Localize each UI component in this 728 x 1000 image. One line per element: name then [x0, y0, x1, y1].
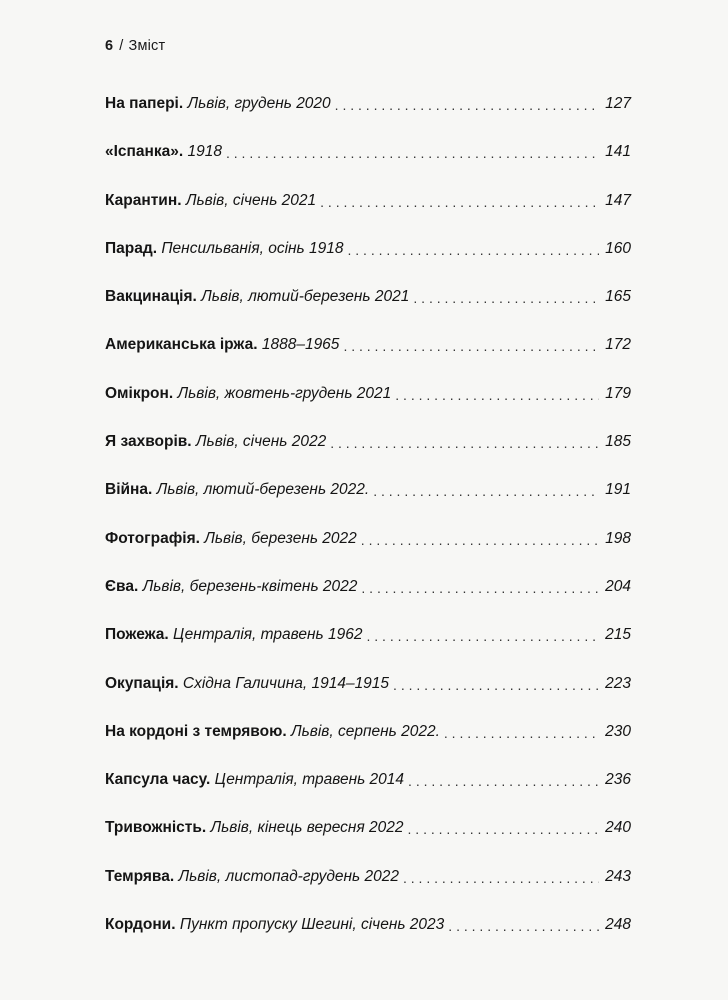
toc-entry-subtitle: Львів, лютий-березень 2021: [201, 288, 410, 306]
table-of-contents: [105, 94, 631, 963]
toc-entry-title: Пожежа: [105, 626, 165, 644]
toc-entry-subtitle: Львів, січень 2021: [185, 191, 317, 209]
toc-entry-subtitle: Львів, жовтень-грудень 2021: [177, 384, 392, 402]
toc-entry: [105, 915, 631, 963]
toc-entry-subtitle: Львів, березень 2022: [204, 529, 357, 547]
toc-entry: [105, 239, 631, 287]
toc-entry-title: Війна: [105, 481, 149, 499]
toc-entry-text: [105, 770, 408, 790]
toc-entry-title-period: .: [192, 288, 197, 306]
toc-entry-subtitle: Пенсильванія, осінь 1918: [161, 239, 344, 257]
dot-leader: [444, 722, 599, 743]
toc-entry-title-period: .: [187, 433, 192, 451]
toc-entry-title-period: .: [195, 529, 200, 547]
toc-entry-page-number: 223: [605, 674, 631, 692]
toc-entry-title: Єва: [105, 577, 134, 595]
toc-entry-text: [105, 529, 361, 549]
toc-entry-title: Парад: [105, 239, 153, 257]
toc-entry-title-period: .: [177, 191, 182, 209]
toc-entry-subtitle: Львів, серпень 2022.: [290, 722, 440, 740]
toc-entry-title: Окупація: [105, 674, 175, 692]
toc-entry-text: [105, 432, 330, 452]
toc-entry-title-period: .: [169, 867, 175, 885]
toc-entry-text: [105, 818, 408, 838]
dot-leader: [408, 770, 599, 791]
header-page-number: 6: [105, 38, 114, 54]
toc-entry-page-number: 198: [605, 529, 631, 547]
toc-entry-page-number: 172: [605, 336, 631, 354]
dot-leader: [408, 818, 599, 839]
toc-entry-title: Омікрон: [105, 384, 169, 402]
toc-entry-page-number: 191: [605, 481, 631, 499]
toc-entry-text: [105, 191, 320, 211]
toc-entry-text: [105, 384, 395, 404]
toc-entry-title-period: .: [253, 336, 258, 354]
toc-entry: [105, 818, 631, 866]
toc-entry-title: Фотографія: [105, 529, 196, 547]
toc-entry-title-period: .: [171, 916, 176, 934]
toc-entry: [105, 722, 631, 770]
toc-entry-subtitle: 1918: [187, 143, 222, 161]
toc-entry-title-period: .: [148, 481, 153, 499]
toc-entry-title-period: .: [205, 771, 211, 789]
toc-entry-subtitle: 1888–1965: [261, 336, 340, 354]
dot-leader: [226, 142, 599, 163]
toc-entry: [105, 625, 631, 673]
toc-entry-subtitle: Пункт пропуску Шегині, січень 2023: [179, 916, 445, 934]
toc-entry-subtitle: Львів, січень 2022: [195, 433, 327, 451]
toc-entry-subtitle: Львів, кінець вересня 2022: [210, 819, 404, 837]
dot-leader: [335, 94, 599, 115]
toc-entry-title: На кордоні з темрявою: [105, 722, 283, 740]
dot-leader: [448, 915, 599, 936]
toc-entry-subtitle: Львів, грудень 2020: [187, 95, 331, 112]
toc-entry-subtitle: Львів, лютий-березень 2022.: [156, 481, 370, 499]
toc-entry-page-number: 160: [605, 239, 631, 257]
dot-leader: [343, 335, 599, 356]
toc-entry: [105, 94, 631, 142]
toc-entry-page-number: 179: [605, 384, 631, 402]
toc-entry: [105, 577, 631, 625]
toc-entry-subtitle: Східна Галичина, 1914–1915: [182, 674, 390, 692]
toc-entry-title-period: .: [164, 626, 169, 644]
dot-leader: [403, 867, 599, 888]
toc-entry-title: Кордони: [105, 916, 172, 934]
toc-entry-title: На папері: [105, 95, 179, 112]
toc-entry-text: [105, 94, 335, 114]
toc-entry-page-number: 147: [605, 191, 631, 209]
toc-entry-title-period: .: [178, 95, 184, 112]
toc-entry-page-number: 141: [605, 143, 631, 161]
toc-entry-page-number: 248: [605, 916, 631, 934]
toc-entry-title-period: .: [174, 674, 179, 692]
toc-entry-page-number: 243: [605, 867, 631, 885]
toc-entry-page-number: 185: [605, 433, 631, 451]
toc-entry-page-number: 236: [605, 771, 631, 789]
toc-entry-text: [105, 239, 348, 259]
toc-entry: [105, 335, 631, 383]
toc-entry-subtitle: Львів, березень-квітень 2022: [142, 577, 358, 595]
toc-entry-text: [105, 625, 367, 645]
toc-entry-page-number: 230: [605, 722, 631, 740]
dot-leader: [361, 529, 599, 550]
toc-entry: [105, 432, 631, 480]
toc-entry-text: [105, 867, 403, 887]
toc-entry-subtitle: Централія, травень 1962: [173, 626, 363, 644]
dot-leader: [320, 191, 599, 212]
toc-entry: [105, 287, 631, 335]
toc-entry-text: [105, 287, 413, 307]
toc-entry-title: Я захворів: [105, 433, 188, 451]
toc-entry: [105, 674, 631, 722]
toc-entry: [105, 529, 631, 577]
toc-entry-title-period: .: [152, 239, 158, 257]
toc-entry-title-period: .: [178, 143, 184, 161]
toc-entry-text: [105, 577, 361, 597]
toc-entry: [105, 867, 631, 915]
toc-entry-text: [105, 674, 393, 694]
toc-entry-page-number: 240: [605, 819, 631, 837]
toc-entry-text: [105, 335, 343, 355]
toc-entry-title: Темрява: [105, 867, 170, 885]
toc-entry-text: [105, 915, 448, 935]
toc-entry-title-period: .: [282, 722, 287, 740]
dot-leader: [361, 577, 599, 598]
toc-entry-title: Капсула часу: [105, 771, 206, 789]
toc-entry-subtitle: Львів, листопад-грудень 2022: [178, 867, 399, 885]
toc-entry: [105, 384, 631, 432]
toc-entry-title-period: .: [168, 384, 174, 402]
toc-entry-page-number: 165: [605, 288, 631, 306]
toc-entry-title: Тривожність: [105, 819, 202, 837]
header-section-title: Зміст: [128, 38, 166, 54]
dot-leader: [367, 625, 600, 646]
running-header: [105, 38, 165, 54]
dot-leader: [330, 432, 599, 453]
toc-entry: [105, 770, 631, 818]
toc-entry-page-number: 215: [605, 626, 631, 644]
toc-entry-page-number: 127: [605, 95, 631, 112]
toc-entry-text: [105, 142, 226, 162]
toc-entry-page-number: 204: [605, 577, 631, 595]
toc-entry-title-period: .: [133, 577, 139, 595]
toc-entry: [105, 191, 631, 239]
header-separator: /: [119, 38, 124, 54]
dot-leader: [395, 384, 599, 405]
dot-leader: [413, 287, 599, 308]
toc-entry: [105, 142, 631, 190]
dot-leader: [393, 674, 599, 695]
toc-entry-text: [105, 480, 373, 500]
toc-entry-title: Американська іржа: [105, 336, 254, 354]
dot-leader: [348, 239, 600, 260]
toc-entry-text: [105, 722, 444, 742]
dot-leader: [373, 480, 599, 501]
toc-entry-title: «Іспанка»: [105, 143, 179, 161]
toc-entry-title: Вакцинація: [105, 288, 193, 306]
toc-entry-title-period: .: [201, 819, 207, 837]
toc-entry: [105, 480, 631, 528]
toc-entry-title: Карантин: [105, 191, 178, 209]
toc-entry-subtitle: Централія, травень 2014: [214, 771, 405, 789]
